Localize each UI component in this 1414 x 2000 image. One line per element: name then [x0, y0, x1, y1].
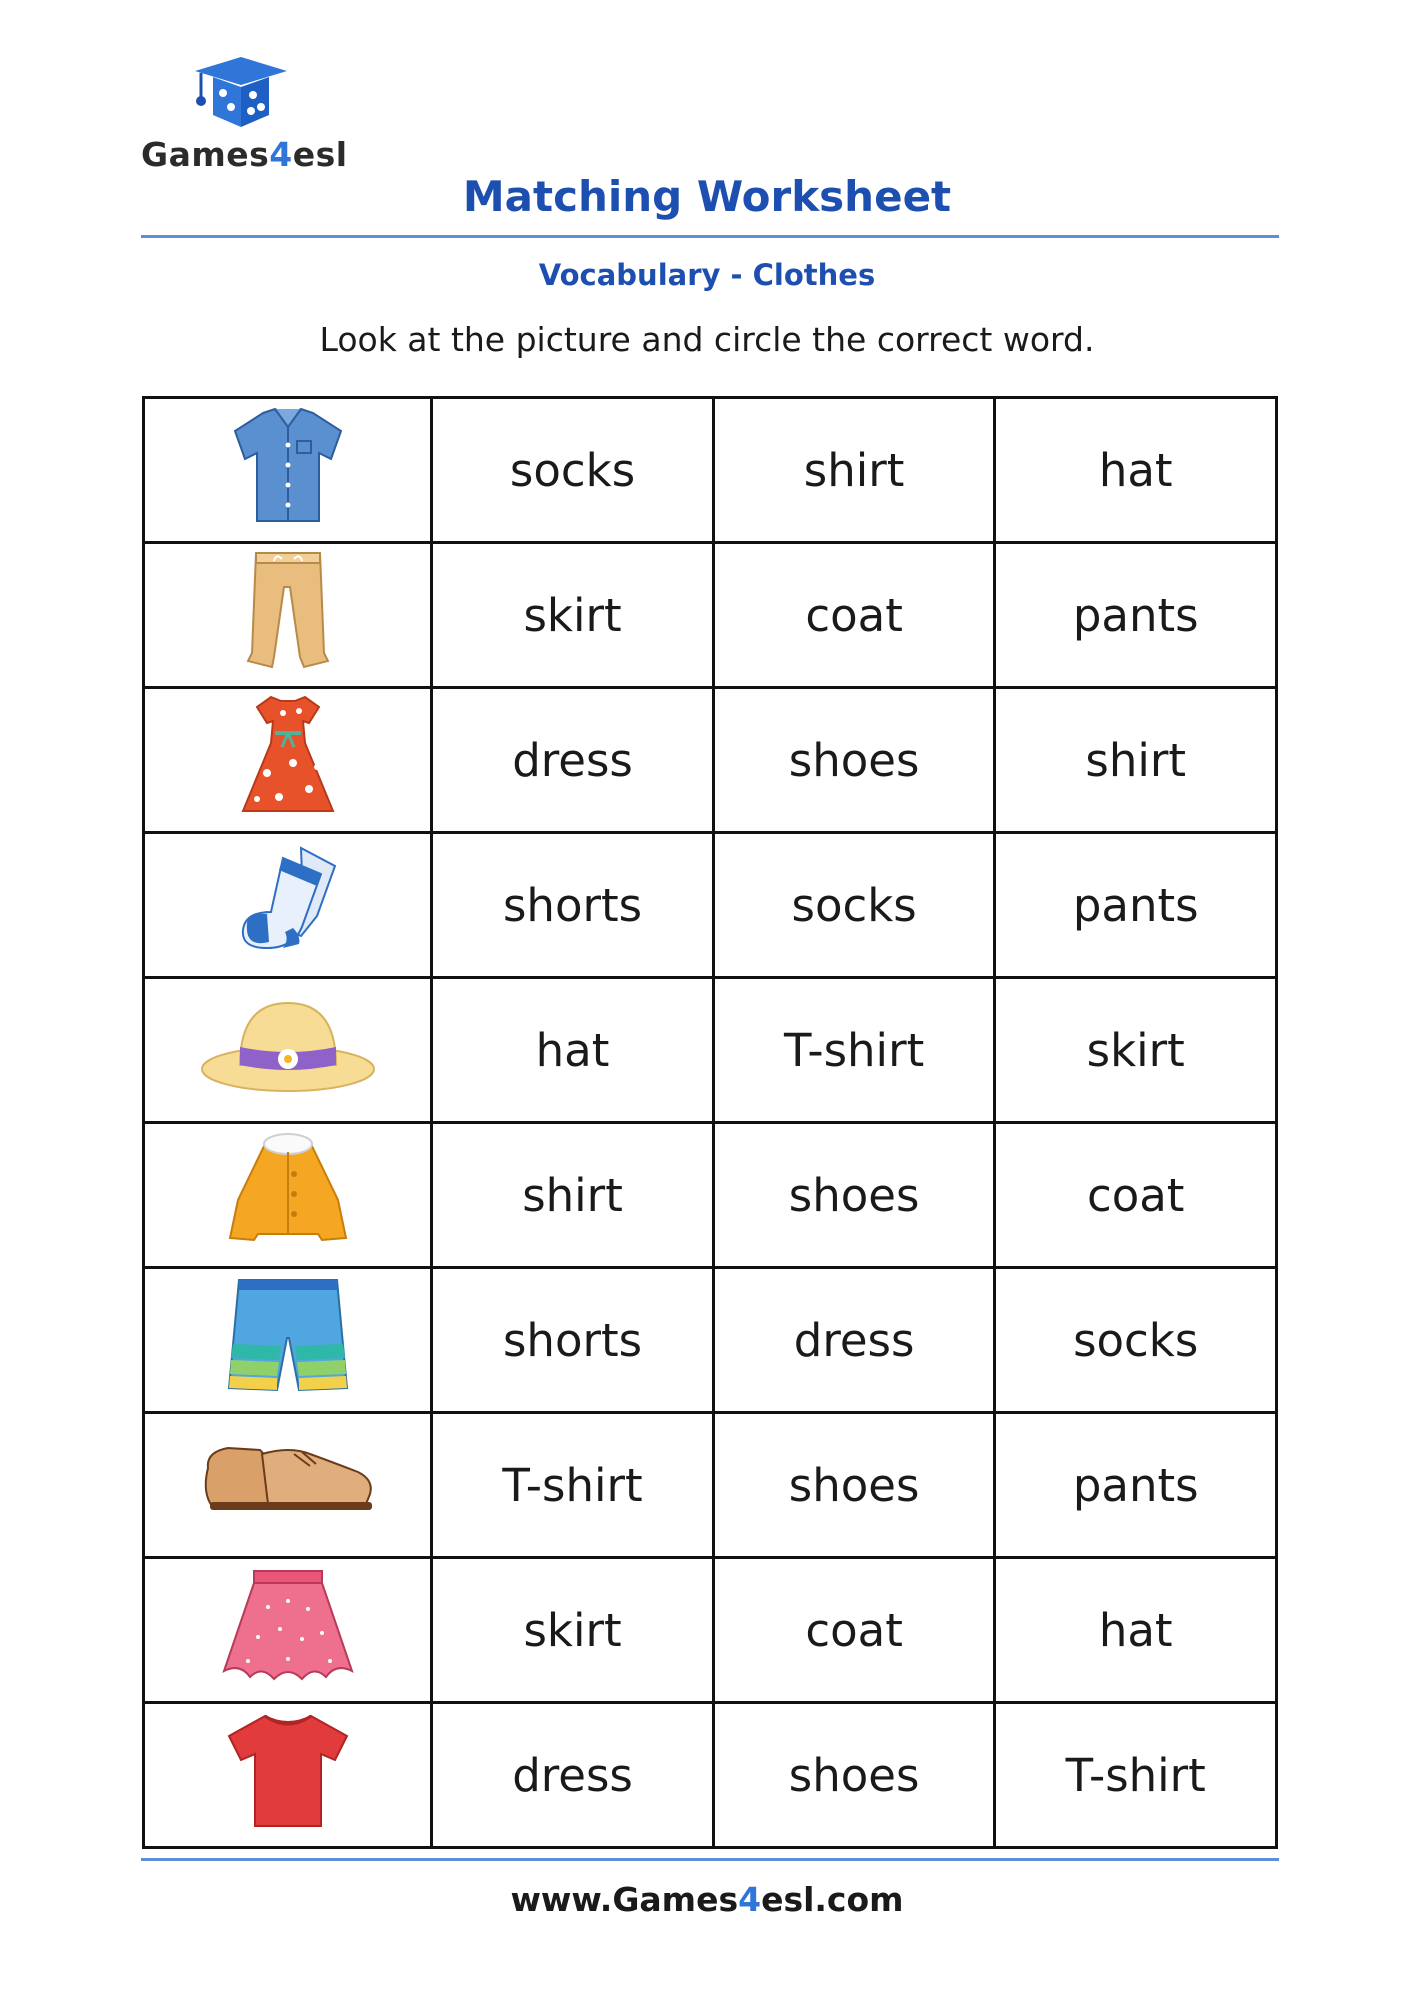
table-row — [144, 978, 1277, 1123]
picture-cell — [144, 1703, 432, 1848]
word-option[interactable]: skirt — [432, 543, 714, 688]
pants-icon — [238, 547, 338, 673]
page-title: Matching Worksheet — [462, 172, 952, 221]
tshirt-icon — [223, 1710, 353, 1830]
word-option[interactable]: socks — [713, 833, 995, 978]
page-subtitle: Vocabulary - Clothes — [538, 258, 876, 292]
header-divider — [141, 235, 1279, 238]
skirt-icon — [218, 1567, 358, 1683]
word-option[interactable]: hat — [995, 1558, 1277, 1703]
word-option[interactable]: T-shirt — [995, 1703, 1277, 1848]
word-option[interactable]: shirt — [995, 688, 1277, 833]
word-option[interactable]: T-shirt — [432, 1413, 714, 1558]
table-row — [144, 543, 1277, 688]
word-option[interactable]: dress — [432, 1703, 714, 1848]
word-option[interactable]: pants — [995, 543, 1277, 688]
table-row — [144, 1703, 1277, 1848]
word-option[interactable]: socks — [995, 1268, 1277, 1413]
word-option[interactable]: skirt — [432, 1558, 714, 1703]
hat-icon — [198, 995, 378, 1095]
picture-cell — [144, 1123, 432, 1268]
word-option[interactable]: pants — [995, 833, 1277, 978]
picture-cell — [144, 688, 432, 833]
word-option[interactable]: hat — [995, 398, 1277, 543]
word-option[interactable]: pants — [995, 1413, 1277, 1558]
footer-url[interactable]: www.Games4esl.com — [510, 1880, 904, 1919]
table-row — [144, 833, 1277, 978]
picture-cell — [144, 543, 432, 688]
graduation-dice-icon — [191, 55, 291, 135]
logo-text: Games4esl — [141, 135, 348, 174]
word-option[interactable]: dress — [432, 688, 714, 833]
word-option[interactable]: shirt — [713, 398, 995, 543]
table-row — [144, 398, 1277, 543]
table-row — [144, 1123, 1277, 1268]
picture-cell — [144, 833, 432, 978]
word-option[interactable]: shoes — [713, 1123, 995, 1268]
picture-cell — [144, 978, 432, 1123]
word-option[interactable]: socks — [432, 398, 714, 543]
word-option[interactable]: shirt — [432, 1123, 714, 1268]
shoes-icon — [198, 1432, 378, 1528]
table-row — [144, 1558, 1277, 1703]
word-option[interactable]: coat — [713, 543, 995, 688]
word-option[interactable]: shorts — [432, 1268, 714, 1413]
coat-icon — [218, 1130, 358, 1250]
shirt-icon — [223, 405, 353, 525]
games4esl-logo — [141, 55, 348, 175]
table-row — [144, 1268, 1277, 1413]
word-option[interactable]: coat — [713, 1558, 995, 1703]
word-option[interactable]: shoes — [713, 1703, 995, 1848]
instruction-text: Look at the picture and circle the correct word. — [319, 320, 1095, 359]
word-option[interactable]: shoes — [713, 688, 995, 833]
picture-cell — [144, 398, 432, 543]
table-row — [144, 688, 1277, 833]
word-option[interactable]: T-shirt — [713, 978, 995, 1123]
picture-cell — [144, 1268, 432, 1413]
vocabulary-table — [142, 396, 1278, 1849]
dress-icon — [233, 693, 343, 817]
footer-divider — [141, 1858, 1279, 1861]
shorts-icon — [223, 1274, 353, 1396]
socks-icon — [223, 844, 353, 956]
word-option[interactable]: shorts — [432, 833, 714, 978]
word-option[interactable]: shoes — [713, 1413, 995, 1558]
word-option[interactable]: dress — [713, 1268, 995, 1413]
word-option[interactable]: hat — [432, 978, 714, 1123]
word-option[interactable]: skirt — [995, 978, 1277, 1123]
picture-cell — [144, 1558, 432, 1703]
picture-cell — [144, 1413, 432, 1558]
word-option[interactable]: coat — [995, 1123, 1277, 1268]
table-row — [144, 1413, 1277, 1558]
